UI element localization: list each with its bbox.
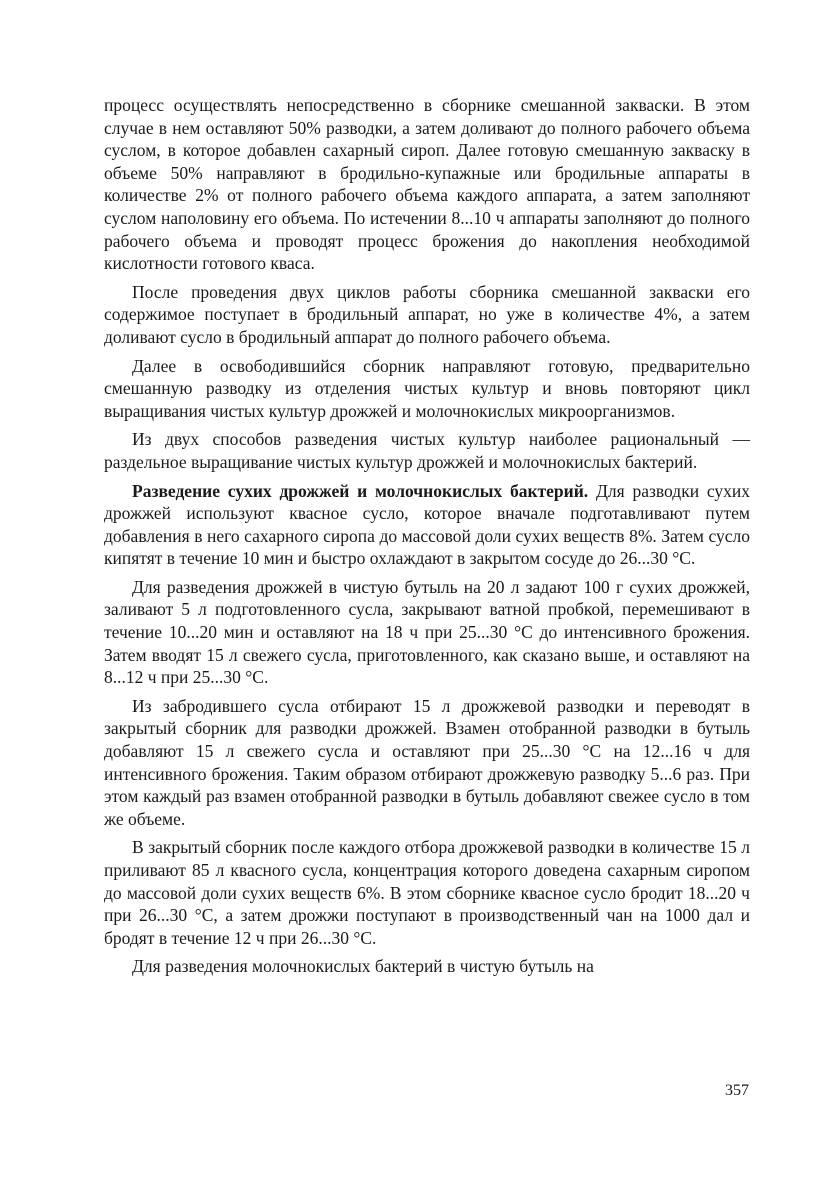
page-number: 357 bbox=[725, 1082, 749, 1099]
paragraph-3-text: Далее в освободившийся сборник направляют готовую, предварительно смешанную разводку из отделения чистых культур и вновь повторяют цикл выращивания чистых культур дрожжей и молочнокислых микроорганизмов. bbox=[104, 355, 750, 421]
paragraph-1 bbox=[104, 94, 750, 275]
paragraph-7 bbox=[104, 695, 750, 831]
paragraph-3 bbox=[104, 355, 750, 423]
paragraph-7-text: Из забродившего сусла отбирают 15 л дрожжевой разводки и переводят в закрытый сборник для разводки дрожжей. Взамен отобранной разводки в бутыль добавляют 15 л свежего сусла и оставляют при 25...30 °С на 12...16 ч для интенсивного брожения. Таким образом отбирают дрожжевую разводку 5...6 раз. При этом каждый раз взамен отобранной разводки в бутыль добавляют свежее сусло в том же объеме. bbox=[104, 695, 750, 829]
paragraph-8-text: В закрытый сборник после каждого отбора дрожжевой разводки в количестве 15 л приливают 85 л квасного сусла, концентрация которого доведена сахарным сиропом до массовой доли сухих веществ 6%. В этом сборнике квасное сусло бродит 18...20 ч при 26...30 °С, а затем дрожжи поступают в производственный чан на 1000 дал и бродят в течение 12 ч при 26...30 °С. bbox=[104, 837, 750, 948]
paragraph-6 bbox=[104, 576, 750, 689]
paragraph-2-text: После проведения двух циклов работы сборника смешанной закваски его содержимое поступает в бродильный аппарат, но уже в количестве 4%, а затем доливают сусло в бродильный аппарат до полного рабочего объема. bbox=[104, 281, 750, 347]
paragraph-6-text: Для разведения дрожжей в чистую бутыль на 20 л задают 100 г сухих дрожжей, заливают 5 л подготовленного сусла, закрывают ватной пробкой, перемешивают в течение 10...20 мин и оставляют на 18 ч при 25...30 °С до интенсивного брожения. Затем вводят 15 л свежего сусла, приготовленного, как сказано выше, и оставляют на 8...12 ч при 25...30 °С. bbox=[104, 576, 750, 688]
section-heading: Разведение сухих дрожжей и молочнокислых бактерий. bbox=[132, 480, 589, 501]
page-body bbox=[104, 94, 750, 984]
paragraph-8 bbox=[104, 836, 750, 949]
paragraph-5 bbox=[104, 480, 750, 570]
paragraph-4-text: Из двух способов разведения чистых культур наиболее рациональный — раздельное выращивание чистых культур дрожжей и молочнокислых бактерий. bbox=[104, 429, 750, 472]
paragraph-9-text: Для разведения молочнокислых бактерий в чистую бутыль на bbox=[132, 956, 594, 977]
paragraph-9 bbox=[104, 955, 750, 978]
paragraph-4 bbox=[104, 428, 750, 473]
paragraph-2 bbox=[104, 281, 750, 349]
paragraph-1-text: процесс осуществлять непосредственно в сборнике смешанной закваски. В этом случае в нем оставляют 50% разводки, а затем доливают до полного рабочего объема суслом, в которое добавлен сахарный сироп. Далее готовую смешанную закваску в объеме 50% направляют в бродильно-купажные или бродильные аппараты в количестве 2% от полного рабочего объема каждого аппарата, а затем заполняют суслом наполовину его объема. По истечении 8...10 ч аппараты заполняют до полного рабочего объема и проводят процесс брожения до накопления необходимой кислотности готового кваса. bbox=[104, 95, 750, 274]
paragraph-5-text: Для разводки сухих дрожжей используют квасное сусло, которое вначале подготавливают путем добавления в него сахарного сиропа до массовой доли сухих веществ 8%. Затем сусло кипятят в течение 10 мин и быстро охлаждают в закрытом сосуде до 26...30 °С. bbox=[104, 480, 750, 569]
